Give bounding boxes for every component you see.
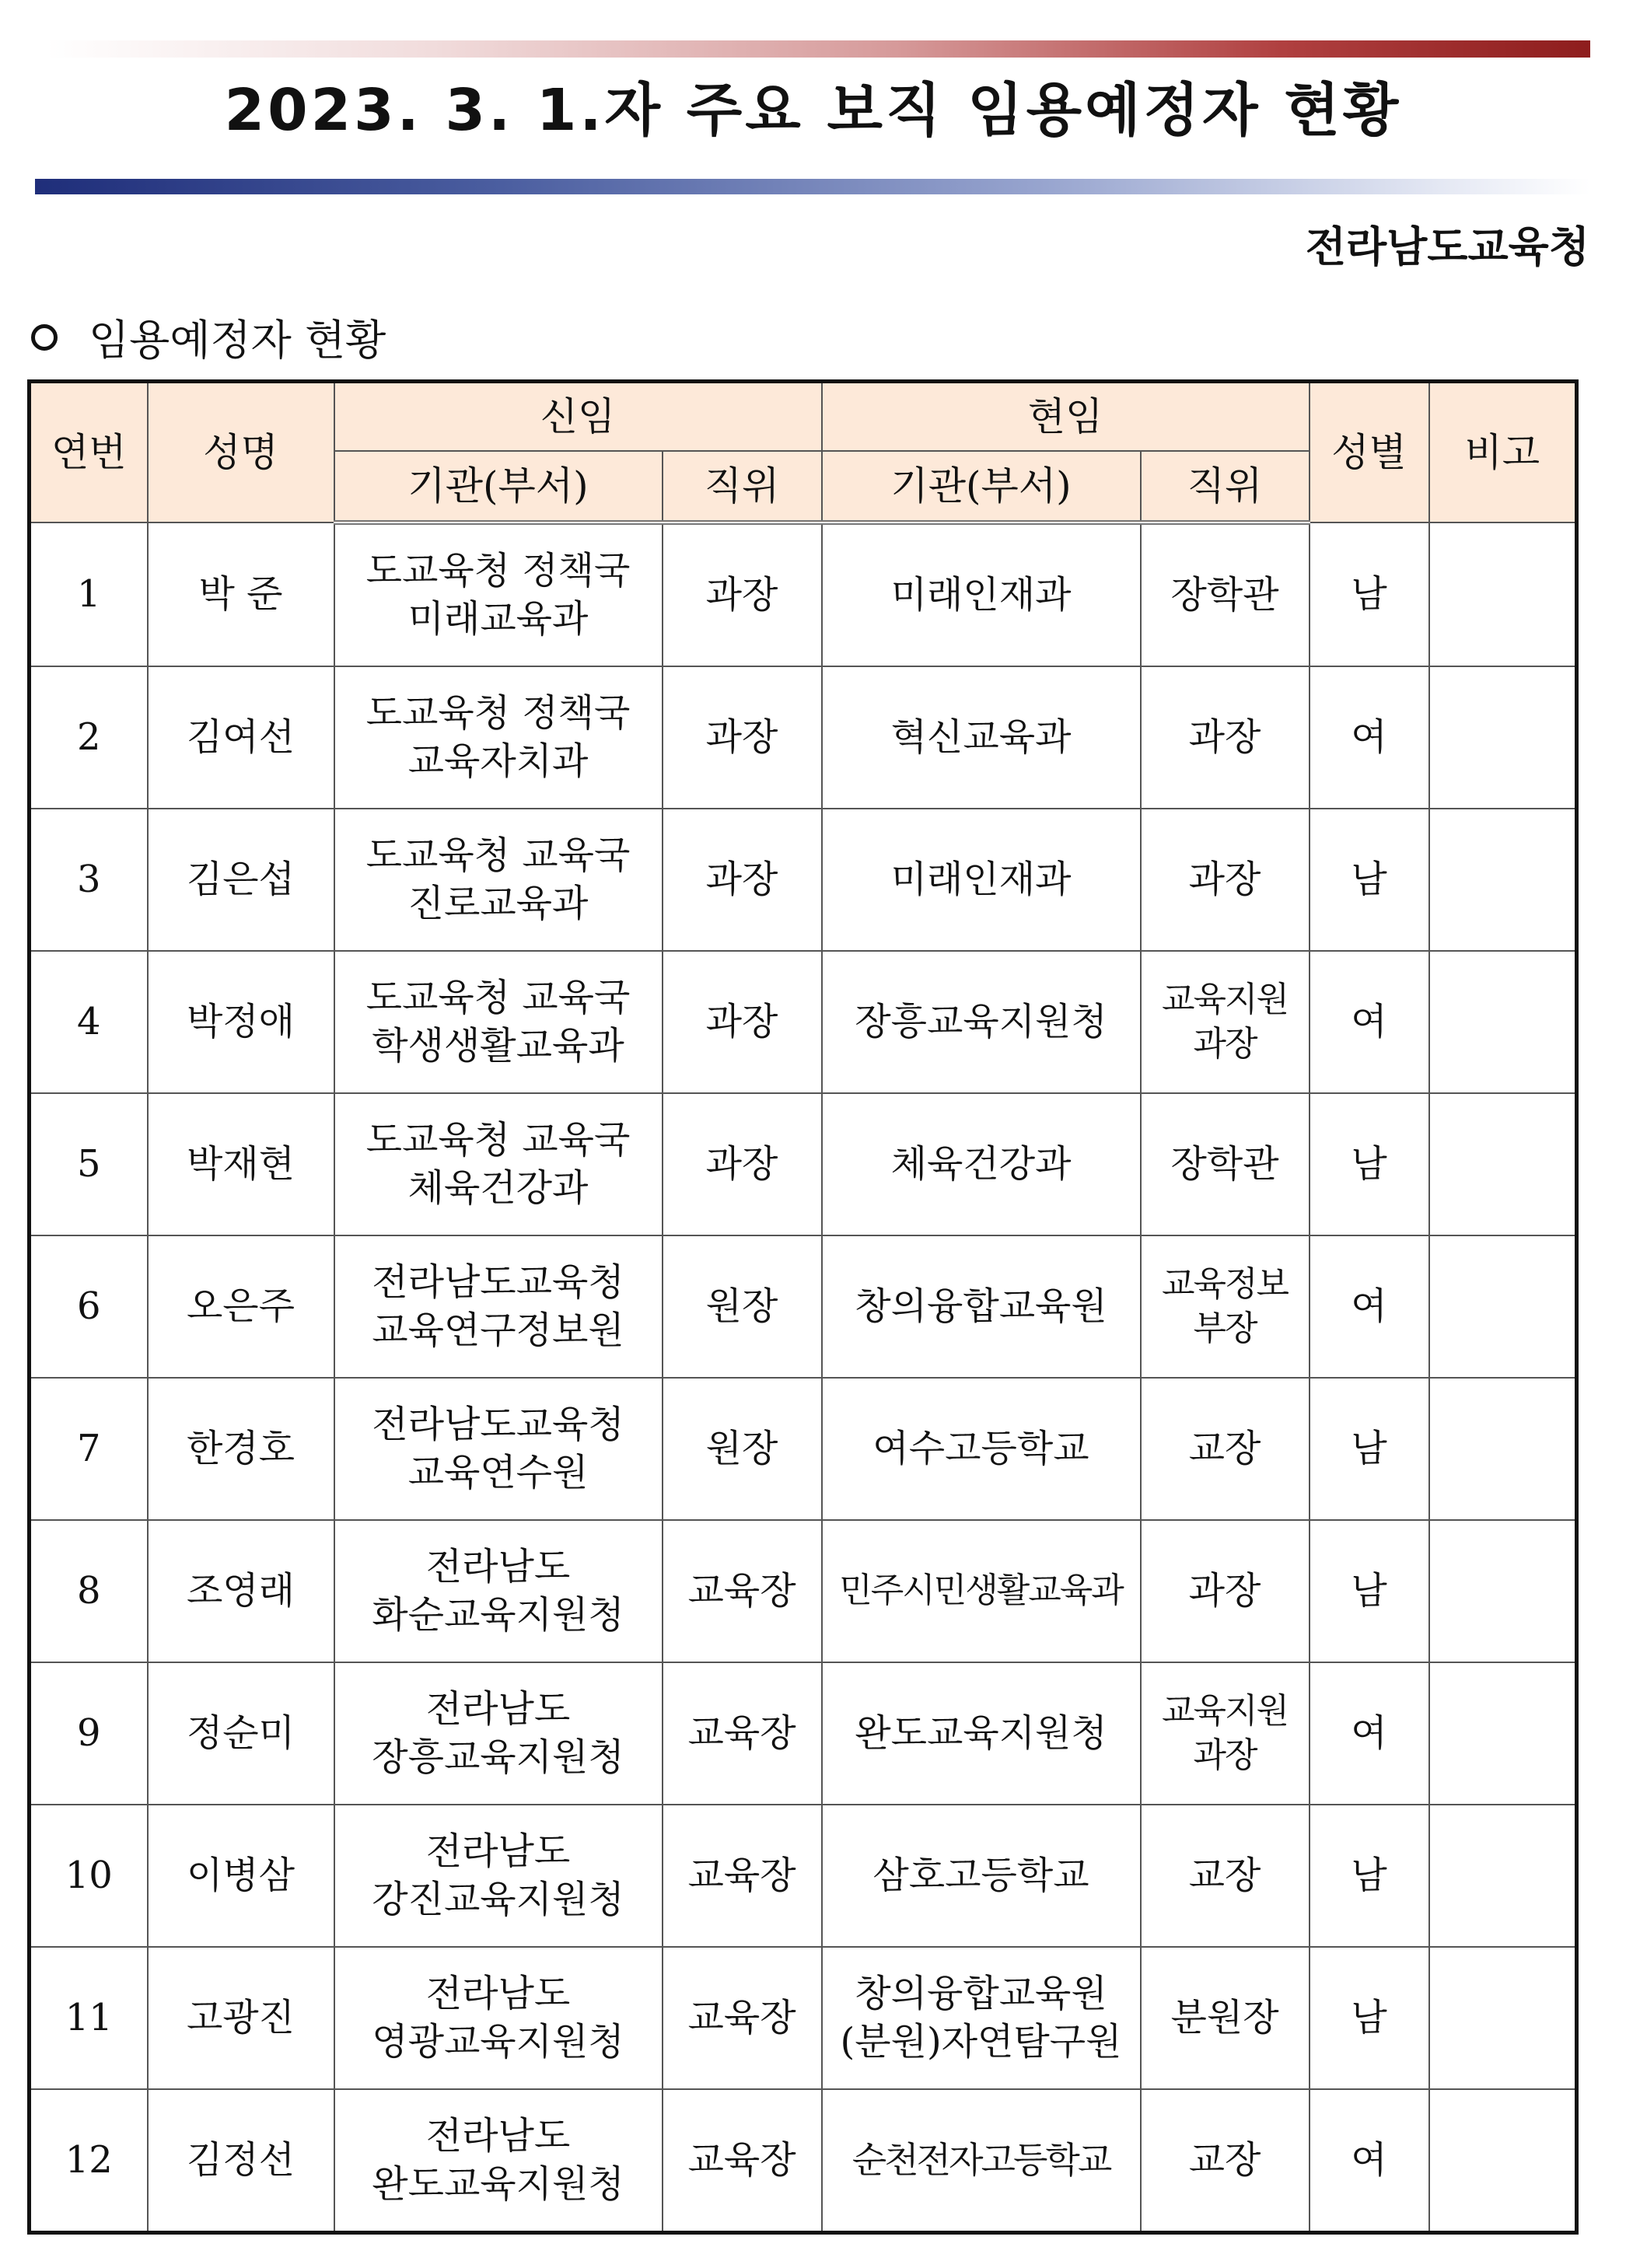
cell-gender: 남 <box>1310 1520 1429 1662</box>
table-row <box>30 1662 1577 1805</box>
cell-new-org <box>334 522 663 666</box>
cell-no: 4 <box>30 951 148 1093</box>
cell-name: 김정선 <box>148 2089 334 2233</box>
new-org-line-2: 체육건강과 <box>407 1165 589 1210</box>
current-org-line-1: 삼호고등학교 <box>872 1853 1089 1897</box>
cell-gender: 여 <box>1310 1662 1429 1805</box>
section-heading <box>31 307 386 367</box>
cell-new-position: 과장 <box>663 522 822 666</box>
header-gender: 성별 <box>1310 382 1429 523</box>
cell-name: 박 준 <box>148 522 334 666</box>
cell-current-org <box>822 1805 1141 1947</box>
cell-current-position <box>1141 1093 1310 1235</box>
cell-new-position: 교육장 <box>663 1947 822 2089</box>
cell-current-position <box>1141 1805 1310 1947</box>
table-row <box>30 1805 1577 1947</box>
current-position-line-2: 과장 <box>1193 1735 1257 1775</box>
header-new-position: 직위 <box>663 451 822 522</box>
top-decorative-bar <box>47 40 1590 58</box>
current-org-line-1: 완도교육지원청 <box>855 1711 1107 1755</box>
cell-gender: 남 <box>1310 522 1429 666</box>
cell-name: 박재현 <box>148 1093 334 1235</box>
cell-name: 고광진 <box>148 1947 334 2089</box>
new-org-line-1: 전라남도 <box>425 1687 571 1732</box>
table-row <box>30 666 1577 809</box>
table-body <box>30 522 1577 2233</box>
current-org-line-1: 체육건강과 <box>890 1141 1072 1186</box>
cell-new-position: 과장 <box>663 666 822 809</box>
current-org-line-1: 여수고등학교 <box>872 1426 1089 1470</box>
cell-no: 6 <box>30 1235 148 1378</box>
appointee-table <box>27 379 1579 2235</box>
cell-new-org <box>334 1805 663 1947</box>
table-row <box>30 1520 1577 1662</box>
new-org-line-2: 교육연구정보원 <box>372 1308 624 1352</box>
header-remarks: 비고 <box>1429 382 1577 523</box>
table-row <box>30 1947 1577 2089</box>
new-org-line-2: 진로교육과 <box>407 881 589 925</box>
cell-no: 9 <box>30 1662 148 1805</box>
cell-current-position <box>1141 522 1310 666</box>
cell-current-org <box>822 809 1141 951</box>
cell-no: 12 <box>30 2089 148 2233</box>
cell-gender: 남 <box>1310 1093 1429 1235</box>
cell-new-position: 교육장 <box>663 2089 822 2233</box>
cell-current-org <box>822 951 1141 1093</box>
current-org-line-1: 혁신교육과 <box>890 715 1072 759</box>
current-position-line-1: 교육지원 <box>1162 1691 1289 1732</box>
current-position-line-1: 장학관 <box>1170 1141 1279 1186</box>
current-org-line-1: 미래인재과 <box>890 857 1072 901</box>
new-org-line-2: 교육자치과 <box>407 739 589 783</box>
cell-remarks <box>1429 522 1577 666</box>
cell-current-org <box>822 2089 1141 2233</box>
cell-new-org <box>334 1235 663 1378</box>
cell-gender: 여 <box>1310 951 1429 1093</box>
cell-new-position: 원장 <box>663 1235 822 1378</box>
cell-current-org <box>822 666 1141 809</box>
current-position-line-1: 분원장 <box>1170 1995 1279 2039</box>
current-org-line-2: (분원)자연탐구원 <box>840 2019 1122 2064</box>
cell-name: 박정애 <box>148 951 334 1093</box>
cell-new-org <box>334 666 663 809</box>
bottom-decorative-bar <box>35 179 1590 194</box>
current-position-line-1: 과장 <box>1188 857 1261 901</box>
cell-current-position <box>1141 666 1310 809</box>
cell-gender: 남 <box>1310 1378 1429 1520</box>
table-row <box>30 1235 1577 1378</box>
current-org-line-1: 순천전자고등학교 <box>851 2139 1110 2182</box>
current-position-line-1: 교육지원 <box>1162 980 1289 1020</box>
cell-remarks <box>1429 1235 1577 1378</box>
header-current-group: 현임 <box>822 382 1310 452</box>
cell-remarks <box>1429 666 1577 809</box>
cell-remarks <box>1429 1947 1577 2089</box>
cell-gender: 남 <box>1310 1805 1429 1947</box>
cell-remarks <box>1429 1378 1577 1520</box>
cell-remarks <box>1429 1520 1577 1662</box>
cell-name: 한경호 <box>148 1378 334 1520</box>
new-org-line-2: 장흥교육지원청 <box>372 1735 624 1779</box>
cell-no: 1 <box>30 522 148 666</box>
new-org-line-1: 전라남도 <box>425 2114 571 2158</box>
cell-name: 오은주 <box>148 1235 334 1378</box>
cell-remarks <box>1429 951 1577 1093</box>
cell-new-org <box>334 1520 663 1662</box>
new-org-line-1: 전라남도 <box>425 1829 571 1874</box>
new-org-line-1: 도교육청 정책국 <box>365 691 631 736</box>
new-org-line-2: 강진교육지원청 <box>372 1877 624 1921</box>
cell-name: 정순미 <box>148 1662 334 1805</box>
header-no: 연번 <box>30 382 148 523</box>
new-org-line-1: 도교육청 교육국 <box>365 833 631 878</box>
cell-current-position <box>1141 1235 1310 1378</box>
document-title: 2023. 3. 1.자 주요 보직 임용예정자 현황 <box>224 77 1402 144</box>
cell-no: 3 <box>30 809 148 951</box>
cell-current-org <box>822 1235 1141 1378</box>
cell-no: 2 <box>30 666 148 809</box>
cell-name: 김여선 <box>148 666 334 809</box>
cell-new-position: 교육장 <box>663 1520 822 1662</box>
new-org-line-2: 완도교육지원청 <box>372 2161 624 2206</box>
header-current-position: 직위 <box>1141 451 1310 522</box>
cell-remarks <box>1429 1093 1577 1235</box>
cell-current-org <box>822 1520 1141 1662</box>
cell-new-position: 교육장 <box>663 1662 822 1805</box>
cell-current-position <box>1141 1947 1310 2089</box>
current-org-line-1: 민주시민생활교육과 <box>839 1571 1123 1611</box>
cell-current-org <box>822 1378 1141 1520</box>
circle-bullet-icon <box>31 324 58 351</box>
cell-current-position <box>1141 951 1310 1093</box>
cell-no: 8 <box>30 1520 148 1662</box>
new-org-line-2: 미래교육과 <box>407 596 589 641</box>
cell-new-org <box>334 951 663 1093</box>
new-org-line-1: 전라남도교육청 <box>372 1403 624 1447</box>
cell-new-position: 과장 <box>663 809 822 951</box>
cell-current-org <box>822 522 1141 666</box>
cell-remarks <box>1429 809 1577 951</box>
section-heading-text: 임용예정자 현황 <box>89 316 386 365</box>
current-org-line-1: 미래인재과 <box>890 572 1072 617</box>
cell-current-position <box>1141 2089 1310 2233</box>
cell-no: 10 <box>30 1805 148 1947</box>
cell-new-org <box>334 1093 663 1235</box>
new-org-line-1: 도교육청 교육국 <box>365 1118 631 1162</box>
current-position-line-1: 교장 <box>1188 1426 1261 1470</box>
cell-name: 김은섭 <box>148 809 334 951</box>
current-position-line-2: 과장 <box>1193 1023 1257 1064</box>
new-org-line-1: 도교육청 정책국 <box>365 549 631 593</box>
new-org-line-2: 교육연수원 <box>407 1450 589 1494</box>
organization-name: 전라남도교육청 <box>1305 222 1589 271</box>
cell-current-org <box>822 1662 1141 1805</box>
cell-current-position <box>1141 1520 1310 1662</box>
cell-new-org <box>334 1378 663 1520</box>
current-position-line-1: 교육정보 <box>1162 1264 1289 1305</box>
current-position-line-1: 과장 <box>1188 715 1261 759</box>
cell-no: 11 <box>30 1947 148 2089</box>
current-position-line-1: 교장 <box>1188 1853 1261 1897</box>
cell-gender: 여 <box>1310 1235 1429 1378</box>
cell-remarks <box>1429 2089 1577 2233</box>
new-org-line-1: 도교육청 교육국 <box>365 976 631 1020</box>
cell-name: 이병삼 <box>148 1805 334 1947</box>
cell-remarks <box>1429 1805 1577 1947</box>
new-org-line-2: 화순교육지원청 <box>372 1592 624 1637</box>
current-org-line-1: 창의융합교육원 <box>855 1284 1107 1328</box>
cell-current-position <box>1141 1378 1310 1520</box>
table-row <box>30 951 1577 1093</box>
cell-new-position: 과장 <box>663 951 822 1093</box>
cell-new-org <box>334 2089 663 2233</box>
cell-new-org <box>334 809 663 951</box>
new-org-line-1: 전라남도 <box>425 1545 571 1589</box>
cell-new-position: 과장 <box>663 1093 822 1235</box>
cell-remarks <box>1429 1662 1577 1805</box>
cell-gender: 여 <box>1310 2089 1429 2233</box>
cell-new-org <box>334 1947 663 2089</box>
table-row <box>30 1378 1577 1520</box>
current-position-line-1: 교장 <box>1188 2137 1261 2182</box>
cell-gender: 남 <box>1310 1947 1429 2089</box>
header-name: 성명 <box>148 382 334 523</box>
current-org-line-1: 창의융합교육원 <box>855 1972 1107 2016</box>
current-position-line-2: 부장 <box>1193 1308 1257 1348</box>
cell-current-position <box>1141 1662 1310 1805</box>
table-row <box>30 1093 1577 1235</box>
cell-name: 조영래 <box>148 1520 334 1662</box>
header-new-org: 기관(부서) <box>334 451 663 522</box>
cell-new-position: 원장 <box>663 1378 822 1520</box>
current-position-line-1: 장학관 <box>1170 572 1279 617</box>
header-new-group: 신임 <box>334 382 822 452</box>
cell-no: 5 <box>30 1093 148 1235</box>
header-current-org: 기관(부서) <box>822 451 1141 522</box>
current-org-line-1: 장흥교육지원청 <box>855 999 1107 1043</box>
table-row <box>30 522 1577 666</box>
cell-current-org <box>822 1947 1141 2089</box>
new-org-line-2: 학생생활교육과 <box>372 1023 624 1068</box>
cell-new-org <box>334 1662 663 1805</box>
cell-gender: 남 <box>1310 809 1429 951</box>
new-org-line-2: 영광교육지원청 <box>372 2019 624 2064</box>
cell-gender: 여 <box>1310 666 1429 809</box>
table-row <box>30 809 1577 951</box>
new-org-line-1: 전라남도 <box>425 1972 571 2016</box>
cell-no: 7 <box>30 1378 148 1520</box>
new-org-line-1: 전라남도교육청 <box>372 1260 624 1305</box>
cell-current-org <box>822 1093 1141 1235</box>
table-row <box>30 2089 1577 2233</box>
cell-new-position: 교육장 <box>663 1805 822 1947</box>
cell-current-position <box>1141 809 1310 951</box>
current-position-line-1: 과장 <box>1188 1568 1261 1613</box>
